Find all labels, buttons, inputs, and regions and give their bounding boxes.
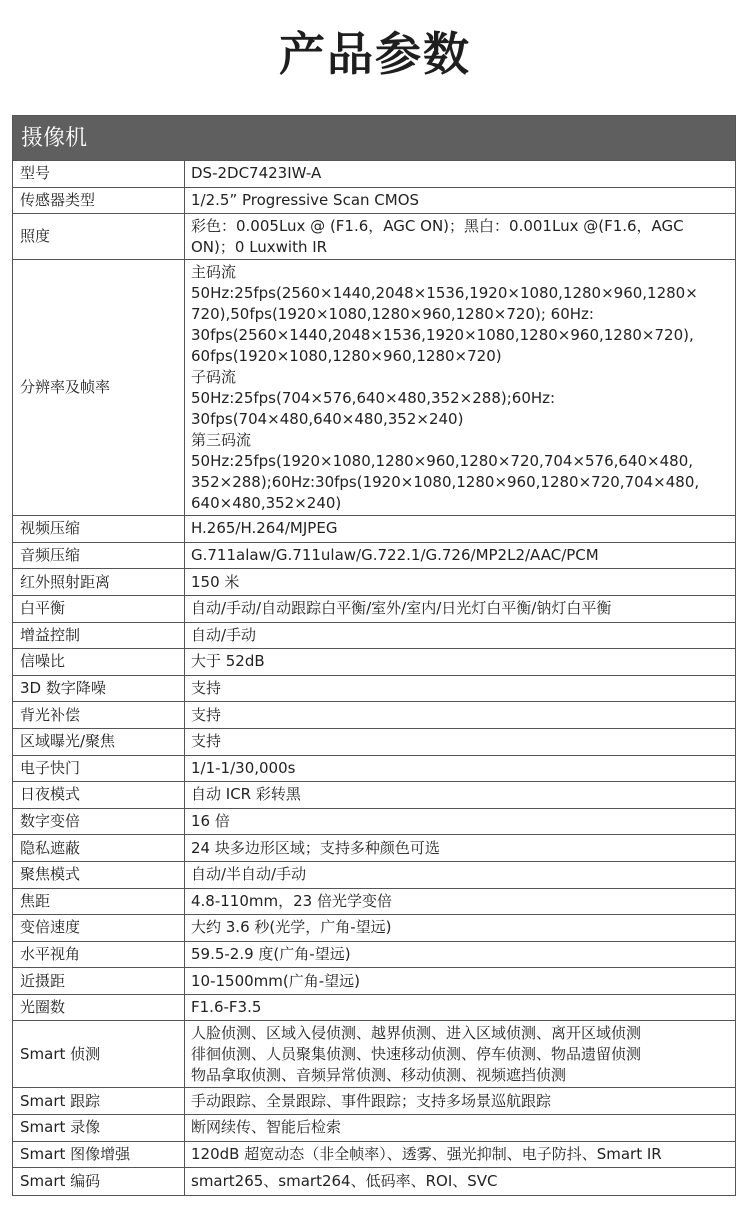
- spec-value-line: 50Hz:25fps(1920×1080,1280×960,1280×720,704×576,640×480,: [191, 451, 694, 470]
- spec-label: 变倍速度: [13, 915, 185, 941]
- spec-value: [185, 649, 735, 675]
- spec-label: 增益控制: [13, 623, 185, 649]
- spec-value-line: 60fps(1920×1080,1280×960,1280×720): [191, 346, 502, 365]
- spec-value-line: smart265、smart264、低码率、ROI、SVC: [191, 1172, 498, 1191]
- spec-value-line: 352×288);60Hz:30fps(1920×1080,1280×960,1280×720,704×480,: [191, 472, 700, 491]
- spec-row: [13, 1115, 735, 1142]
- spec-value-line: 自动/手动/自动跟踪白平衡/室外/室内/日光灯白平衡/钠灯白平衡: [191, 599, 612, 618]
- spec-value-line: 1/1-1/30,000s: [191, 758, 296, 777]
- spec-value: [185, 1168, 735, 1195]
- spec-value-line: DS-2DC7423IW-A: [191, 164, 322, 183]
- spec-table: [12, 115, 736, 1196]
- spec-row: [13, 968, 735, 995]
- spec-value-line: 自动/半自动/手动: [191, 865, 307, 884]
- spec-label: 信噪比: [13, 649, 185, 675]
- spec-value-line: 50Hz:25fps(2560×1440,2048×1536,1920×1080,1280×960,1280×: [191, 283, 698, 302]
- spec-label: 音频压缩: [13, 543, 185, 569]
- spec-label: 背光补偿: [13, 702, 185, 728]
- spec-value-line: 子码流: [191, 367, 237, 386]
- spec-row: [13, 915, 735, 942]
- spec-value: [185, 809, 735, 835]
- spec-label: Smart 图像增强: [13, 1142, 185, 1168]
- spec-value: [185, 1021, 735, 1087]
- spec-value: [185, 188, 735, 214]
- spec-label: 日夜模式: [13, 782, 185, 808]
- spec-value-line: 59.5-2.9 度(广角-望远): [191, 944, 351, 963]
- spec-value-line: G.711alaw/G.711ulaw/G.722.1/G.726/MP2L2/AAC/PCM: [191, 546, 599, 565]
- section-header: 摄像机: [13, 116, 735, 161]
- spec-value: [185, 569, 735, 595]
- spec-value: [185, 676, 735, 702]
- spec-value-line: 720),50fps(1920×1080,1280×960,1280×720); 60Hz:: [191, 304, 594, 323]
- spec-value: [185, 1088, 735, 1114]
- spec-value-line: 120dB 超宽动态（非全帧率）、透雾、强光抑制、电子防抖、Smart IR: [191, 1144, 662, 1163]
- spec-value-line: ON)；0 Luxwith IR: [191, 237, 328, 256]
- spec-row: [13, 729, 735, 756]
- spec-value-line: 640×480,352×240): [191, 493, 342, 512]
- spec-value-line: 150 米: [191, 572, 240, 591]
- spec-value: [185, 995, 735, 1021]
- spec-value: [185, 702, 735, 728]
- spec-value: [185, 1142, 735, 1168]
- spec-row: [13, 1088, 735, 1115]
- spec-label: 聚焦模式: [13, 862, 185, 888]
- spec-label: 型号: [13, 161, 185, 187]
- page-title: 产品参数: [279, 27, 471, 81]
- spec-label: 光圈数: [13, 995, 185, 1021]
- spec-value: [185, 516, 735, 542]
- spec-value-line: 16 倍: [191, 812, 230, 831]
- spec-row: [13, 676, 735, 703]
- spec-label: 3D 数字降噪: [13, 676, 185, 702]
- spec-row: [13, 782, 735, 809]
- spec-row: [13, 1168, 735, 1195]
- spec-row: [13, 702, 735, 729]
- spec-row: [13, 161, 735, 188]
- spec-row: [13, 1142, 735, 1169]
- spec-value: [185, 782, 735, 808]
- spec-value-line: 自动 ICR 彩转黑: [191, 785, 301, 804]
- spec-value: [185, 623, 735, 649]
- spec-value-line: 大于 52dB: [191, 652, 265, 671]
- spec-value-line: 大约 3.6 秒(光学，广角-望远): [191, 918, 392, 937]
- spec-value-line: 断网续传、智能后检索: [191, 1118, 342, 1137]
- spec-label: 电子快门: [13, 756, 185, 782]
- spec-value-line: 彩色：0.005Lux @ (F1.6，AGC ON)；黑白：0.001Lux @(F1.6，AGC: [191, 216, 684, 235]
- spec-value-line: 徘徊侦测、人员聚集侦测、快速移动侦测、停车侦测、物品遗留侦测: [191, 1044, 642, 1063]
- spec-row: [13, 596, 735, 623]
- spec-row: [13, 623, 735, 650]
- spec-value: [185, 729, 735, 755]
- spec-rows: [13, 161, 735, 1195]
- spec-row: [13, 649, 735, 676]
- spec-value: [185, 889, 735, 915]
- spec-row: [13, 942, 735, 969]
- spec-value: [185, 214, 735, 259]
- spec-label: 数字变倍: [13, 809, 185, 835]
- spec-value: [185, 835, 735, 861]
- spec-value: [185, 862, 735, 888]
- spec-value-line: 支持: [191, 705, 222, 724]
- spec-label: 水平视角: [13, 942, 185, 968]
- spec-row: [13, 756, 735, 783]
- spec-value-line: 30fps(2560×1440,2048×1536,1920×1080,1280×960,1280×720),: [191, 325, 694, 344]
- spec-value-line: F1.6-F3.5: [191, 998, 262, 1017]
- spec-value: [185, 915, 735, 941]
- spec-value-line: H.265/H.264/MJPEG: [191, 519, 338, 538]
- spec-value-line: 1/2.5” Progressive Scan CMOS: [191, 190, 420, 209]
- spec-value-line: 10-1500mm(广角-望远): [191, 971, 361, 990]
- spec-value: [185, 161, 735, 187]
- spec-label: Smart 侦测: [13, 1021, 185, 1087]
- spec-value-line: 主码流: [191, 262, 237, 281]
- spec-value-line: 物品拿取侦测、音频异常侦测、移动侦测、视频遮挡侦测: [191, 1065, 567, 1084]
- spec-label: Smart 录像: [13, 1115, 185, 1141]
- spec-value: [185, 756, 735, 782]
- spec-value-line: 24 块多边形区域；支持多种颜色可选: [191, 838, 440, 857]
- spec-value-line: 第三码流: [191, 430, 252, 449]
- spec-value-line: 自动/手动: [191, 625, 257, 644]
- spec-row: [13, 835, 735, 862]
- spec-label: 焦距: [13, 889, 185, 915]
- spec-label: 隐私遮蔽: [13, 835, 185, 861]
- spec-value-line: 手动跟踪、全景跟踪、事件跟踪；支持多场景巡航跟踪: [191, 1091, 552, 1110]
- spec-value: [185, 968, 735, 994]
- spec-value-line: 人脸侦测、区域入侵侦测、越界侦测、进入区域侦测、离开区域侦测: [191, 1023, 642, 1042]
- spec-row: [13, 188, 735, 215]
- spec-value-line: 50Hz:25fps(704×576,640×480,352×288);60Hz:: [191, 388, 556, 407]
- spec-label: 传感器类型: [13, 188, 185, 214]
- spec-row: [13, 1021, 735, 1088]
- spec-label: 白平衡: [13, 596, 185, 622]
- spec-row: [13, 862, 735, 889]
- spec-label: 视频压缩: [13, 516, 185, 542]
- spec-label: Smart 跟踪: [13, 1088, 185, 1114]
- spec-row: [13, 214, 735, 260]
- spec-value-line: 4.8-110mm，23 倍光学变倍: [191, 891, 392, 910]
- spec-label: 红外照射距离: [13, 569, 185, 595]
- spec-label: 区域曝光/聚焦: [13, 729, 185, 755]
- spec-value: [185, 942, 735, 968]
- spec-value-line: 支持: [191, 732, 222, 751]
- spec-row: [13, 543, 735, 570]
- spec-value: [185, 1115, 735, 1141]
- spec-value: [185, 596, 735, 622]
- spec-row: [13, 569, 735, 596]
- spec-label: 近摄距: [13, 968, 185, 994]
- spec-row: [13, 516, 735, 543]
- spec-row: [13, 995, 735, 1022]
- spec-value: [185, 543, 735, 569]
- spec-label: 照度: [13, 214, 185, 259]
- spec-label: Smart 编码: [13, 1168, 185, 1195]
- spec-row: [13, 260, 735, 516]
- spec-row: [13, 809, 735, 836]
- spec-value: [185, 260, 735, 515]
- spec-label: 分辨率及帧率: [13, 260, 185, 515]
- spec-row: [13, 889, 735, 916]
- spec-value-line: 支持: [191, 679, 222, 698]
- spec-value-line: 30fps(704×480,640×480,352×240): [191, 409, 464, 428]
